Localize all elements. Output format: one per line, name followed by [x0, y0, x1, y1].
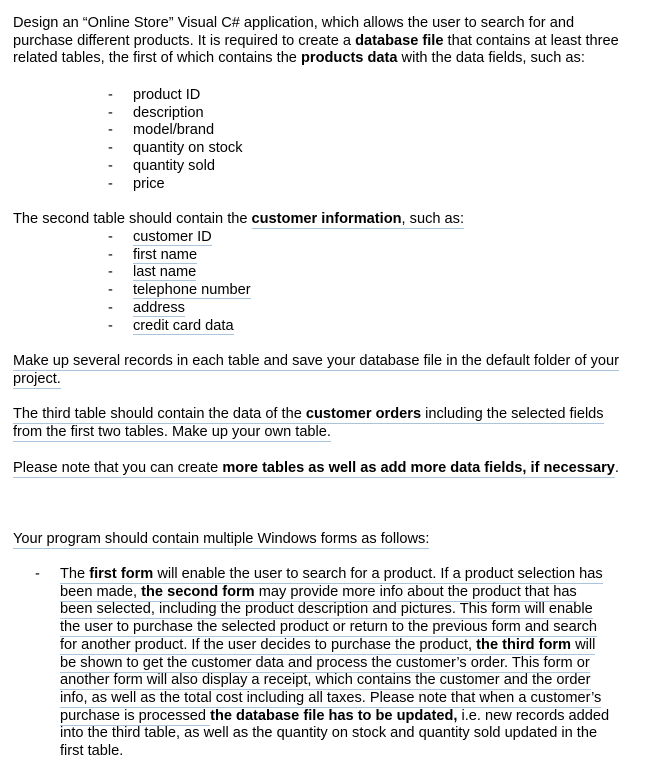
forms-bold-third-form: the third form [476, 636, 572, 653]
customer-text-1: The second table should contain the [13, 211, 252, 227]
list-item [108, 122, 243, 140]
forms-bold-database-updated: the database file has to be updated, [210, 707, 458, 724]
list-dash: - [108, 299, 113, 316]
forms-text-3: may provide more info about the product that has been selected, including the product description and pictures. This form will enable the user to purchase the selected product or return to the previous form and search for another product. If the user decides to purchase the product, [60, 583, 598, 653]
forms-intro-text: Your program should contain multiple Windows forms as follows: [13, 531, 430, 547]
field-label: product ID [133, 87, 201, 103]
list-item [108, 87, 243, 105]
field-label: customer ID [133, 229, 212, 245]
list-item [108, 282, 251, 300]
list-dash: - [108, 140, 113, 157]
forms-description-item [35, 566, 613, 761]
orders-bold-customer-orders: customer orders [305, 406, 422, 422]
list-item [108, 105, 243, 123]
field-label: quantity sold [133, 157, 215, 174]
list-dash: - [108, 246, 113, 263]
list-dash: - [108, 157, 113, 174]
forms-text-2: will enable the user to search for a product. If a product selection has been made, [60, 566, 603, 600]
customer-fields-list [108, 229, 251, 335]
field-label: price [133, 175, 165, 192]
list-dash: - [35, 566, 40, 582]
records-text: Make up several records in each table and save your database file in the default folder of your project. [13, 353, 620, 387]
list-dash: - [108, 282, 113, 299]
list-item [108, 140, 243, 158]
intro-bold-products-data: products data [300, 50, 398, 67]
field-label: first name [133, 246, 198, 263]
forms-text-5: i.e. new records added into the third table, as well as the quantity on stock and quantity sold updated in the first table. [60, 707, 610, 760]
field-label: quantity on stock [133, 140, 243, 157]
forms-bold-first-form: first form [89, 566, 154, 582]
list-item [108, 176, 243, 194]
forms-description-body [60, 566, 613, 761]
field-label: model/brand [133, 122, 215, 139]
list-dash: - [108, 264, 113, 281]
customer-bold-info: customer information [251, 211, 402, 227]
list-dash: - [108, 317, 113, 334]
field-label: credit card data [133, 317, 234, 334]
orders-paragraph [13, 406, 633, 441]
list-dash: - [108, 122, 113, 139]
forms-text-4: will be shown to get the customer data and process the customer’s order. This form or another form will also display a receipt, which contains the customer and the order info, as well as the total cost including all taxes. Please note that when a customer’s purchase is processed [60, 636, 602, 724]
list-item [108, 158, 243, 176]
list-dash: - [108, 87, 113, 103]
list-dash: - [108, 104, 113, 121]
note-text-2: . [614, 460, 619, 476]
products-fields-list [108, 87, 243, 193]
orders-text-2: including the selected fields from the first two tables. Make up your own table. [13, 406, 604, 440]
list-item [108, 264, 251, 282]
note-text-1: Please note that you can create [13, 460, 223, 476]
field-label: last name [133, 264, 197, 281]
customer-paragraph [13, 211, 633, 229]
intro-paragraph [13, 15, 633, 68]
list-item [108, 318, 251, 336]
intro-text-1: Design an “Online Store” Visual C# application, which allows the user to search for and purchase different products. It is required to create a [13, 15, 575, 49]
forms-bold-second-form: the second form [141, 583, 255, 600]
forms-text-1: The [60, 566, 90, 582]
list-item [108, 247, 251, 265]
note-paragraph [13, 460, 633, 478]
records-paragraph [13, 353, 633, 388]
list-dash: - [108, 229, 113, 245]
intro-bold-database-file: database file [355, 32, 444, 49]
intro-text-3: with the data fields, such as: [397, 50, 585, 67]
customer-text-2: , such as: [401, 211, 465, 227]
forms-intro-paragraph [13, 531, 633, 549]
field-label: address [133, 299, 185, 316]
intro-text-2: that contains at least three related tables, the first of which contains the [13, 32, 619, 67]
list-item [108, 229, 251, 247]
list-dash: - [108, 175, 113, 192]
note-bold: more tables as well as add more data fields, if necessary [222, 460, 615, 476]
orders-text-1: The third table should contain the data of the [13, 406, 306, 422]
list-item [108, 300, 251, 318]
field-label: description [133, 104, 204, 121]
field-label: telephone number [133, 282, 251, 299]
